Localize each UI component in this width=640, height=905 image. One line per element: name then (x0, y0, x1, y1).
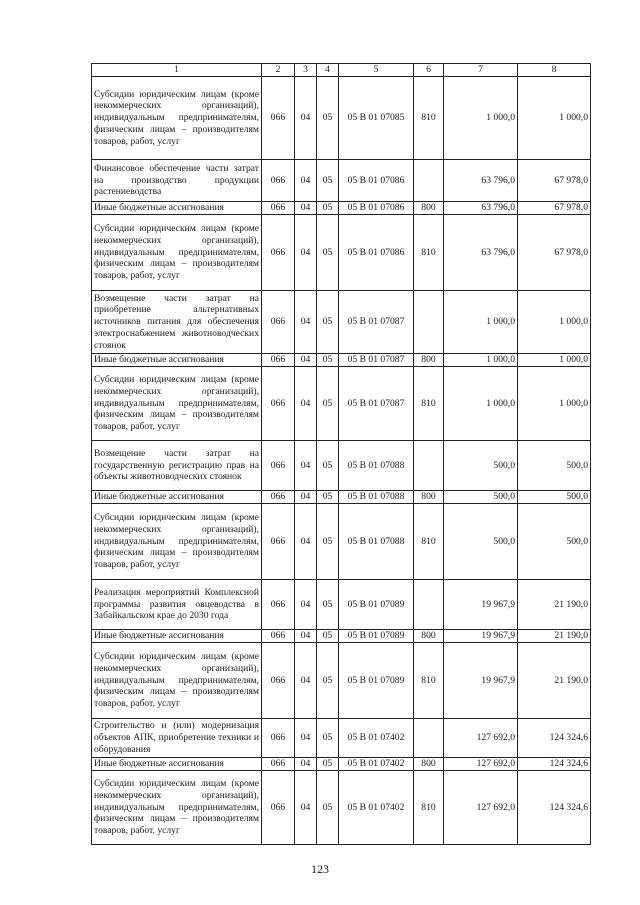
ministry-code: 066 (262, 491, 295, 504)
subsection-code: 05 (317, 354, 339, 367)
target-code: 05 В 01 07086 (339, 202, 414, 215)
expense-type-code: 800 (414, 630, 444, 643)
expense-name: Субсидии юридическим лицам (кроме некоммерческих организаций), индивидуальным предпринимателям, физическим лицам – производителям товаров, работ, услуг (92, 77, 262, 160)
table-row (92, 215, 591, 291)
amount-year-1: 19 967,9 (444, 630, 518, 643)
target-code: 05 В 01 07089 (339, 580, 414, 630)
expense-type-code: 800 (414, 491, 444, 504)
ministry-code: 066 (262, 758, 295, 771)
ministry-code: 066 (262, 580, 295, 630)
target-code: 05 В 01 07088 (339, 504, 414, 580)
subsection-code: 05 (317, 719, 339, 758)
section-code: 04 (295, 160, 317, 202)
table-row (92, 630, 591, 643)
amount-year-1: 500,0 (444, 491, 518, 504)
subsection-code: 05 (317, 367, 339, 441)
expense-name: Субсидии юридическим лицам (кроме некоммерческих организаций), индивидуальным предпринимателям, физическим лицам – производителям товаров, работ, услуг (92, 367, 262, 441)
column-header: 7 (444, 64, 518, 77)
section-code: 04 (295, 771, 317, 845)
amount-year-2: 21 190,0 (518, 630, 591, 643)
ministry-code: 066 (262, 291, 295, 354)
section-code: 04 (295, 367, 317, 441)
ministry-code: 066 (262, 719, 295, 758)
ministry-code: 066 (262, 630, 295, 643)
ministry-code: 066 (262, 441, 295, 491)
amount-year-2: 124 324,6 (518, 758, 591, 771)
amount-year-1: 1 000,0 (444, 291, 518, 354)
amount-year-1: 1 000,0 (444, 77, 518, 160)
ministry-code: 066 (262, 77, 295, 160)
section-code: 04 (295, 291, 317, 354)
section-code: 04 (295, 441, 317, 491)
budget-table (91, 63, 591, 845)
subsection-code: 05 (317, 441, 339, 491)
expense-name: Субсидии юридическим лицам (кроме некоммерческих организаций), индивидуальным предпринимателям, физическим лицам – производителям товаров, работ, услуг (92, 643, 262, 719)
section-code: 04 (295, 719, 317, 758)
column-header: 1 (92, 64, 262, 77)
subsection-code: 05 (317, 215, 339, 291)
amount-year-2: 1 000,0 (518, 77, 591, 160)
subsection-code: 05 (317, 643, 339, 719)
expense-name: Возмещение части затрат на приобретение альтернативных источников питания для обеспечения электроснабжением животноводческих стоянок (92, 291, 262, 354)
section-code: 04 (295, 580, 317, 630)
expense-name: Иные бюджетные ассигнования (92, 202, 262, 215)
amount-year-1: 1 000,0 (444, 367, 518, 441)
ministry-code: 066 (262, 354, 295, 367)
expense-type-code: 810 (414, 504, 444, 580)
amount-year-1: 63 796,0 (444, 202, 518, 215)
target-code: 05 В 01 07087 (339, 291, 414, 354)
expense-type-code: 810 (414, 643, 444, 719)
table-row (92, 719, 591, 758)
target-code: 05 В 01 07088 (339, 441, 414, 491)
expense-name: Строительство и (или) модернизация объектов АПК, приобретение техники и оборудования (92, 719, 262, 758)
ministry-code: 066 (262, 202, 295, 215)
amount-year-1: 127 692,0 (444, 771, 518, 845)
expense-name: Иные бюджетные ассигнования (92, 491, 262, 504)
amount-year-1: 19 967,9 (444, 580, 518, 630)
expense-name: Иные бюджетные ассигнования (92, 630, 262, 643)
expense-name: Реализация мероприятий Комплексной программы развития овцеводства в Забайкальском крае до 2030 года (92, 580, 262, 630)
ministry-code: 066 (262, 160, 295, 202)
amount-year-1: 1 000,0 (444, 354, 518, 367)
table-row (92, 580, 591, 630)
table-row (92, 291, 591, 354)
target-code: 05 В 01 07402 (339, 758, 414, 771)
amount-year-2: 1 000,0 (518, 354, 591, 367)
amount-year-1: 127 692,0 (444, 719, 518, 758)
amount-year-2: 21 190,0 (518, 580, 591, 630)
subsection-code: 05 (317, 771, 339, 845)
column-header: 2 (262, 64, 295, 77)
expense-type-code (414, 719, 444, 758)
amount-year-2: 67 978,0 (518, 202, 591, 215)
section-code: 04 (295, 491, 317, 504)
expense-name: Финансовое обеспечение части затрат на производство продукции растениеводства (92, 160, 262, 202)
table-row (92, 491, 591, 504)
expense-type-code (414, 160, 444, 202)
column-header: 8 (518, 64, 591, 77)
target-code: 05 В 01 07087 (339, 354, 414, 367)
expense-name: Возмещение части затрат на государственную регистрацию прав на объекты животноводческих стоянок (92, 441, 262, 491)
table-row (92, 367, 591, 441)
amount-year-2: 124 324,6 (518, 771, 591, 845)
expense-type-code: 800 (414, 354, 444, 367)
table-row (92, 354, 591, 367)
ministry-code: 066 (262, 643, 295, 719)
column-header: 6 (414, 64, 444, 77)
amount-year-2: 500,0 (518, 504, 591, 580)
amount-year-2: 124 324,6 (518, 719, 591, 758)
expense-type-code (414, 580, 444, 630)
section-code: 04 (295, 630, 317, 643)
expense-name: Иные бюджетные ассигнования (92, 354, 262, 367)
table-row (92, 202, 591, 215)
subsection-code: 05 (317, 758, 339, 771)
section-code: 04 (295, 77, 317, 160)
expense-name: Субсидии юридическим лицам (кроме некоммерческих организаций), индивидуальным предпринимателям, физическим лицам – производителям товаров, работ, услуг (92, 504, 262, 580)
amount-year-2: 67 978,0 (518, 160, 591, 202)
table-row (92, 643, 591, 719)
expense-name: Субсидии юридическим лицам (кроме некоммерческих организаций), индивидуальным предпринимателям, физическим лицам – производителям товаров, работ, услуг (92, 215, 262, 291)
target-code: 05 В 01 07088 (339, 491, 414, 504)
expense-type-code: 800 (414, 202, 444, 215)
amount-year-2: 67 978,0 (518, 215, 591, 291)
table-row (92, 441, 591, 491)
amount-year-1: 500,0 (444, 441, 518, 491)
table-header-row (92, 64, 591, 77)
section-code: 04 (295, 215, 317, 291)
ministry-code: 066 (262, 504, 295, 580)
subsection-code: 05 (317, 504, 339, 580)
expense-type-code: 800 (414, 758, 444, 771)
subsection-code: 05 (317, 202, 339, 215)
expense-type-code (414, 441, 444, 491)
table-row (92, 160, 591, 202)
section-code: 04 (295, 354, 317, 367)
subsection-code: 05 (317, 630, 339, 643)
target-code: 05 В 01 07086 (339, 215, 414, 291)
target-code: 05 В 01 07402 (339, 719, 414, 758)
section-code: 04 (295, 643, 317, 719)
target-code: 05 В 01 07089 (339, 630, 414, 643)
expense-name: Субсидии юридическим лицам (кроме некоммерческих организаций), индивидуальным предпринимателям, физическим лицам – производителям товаров, работ, услуг (92, 771, 262, 845)
section-code: 04 (295, 504, 317, 580)
expense-type-code: 810 (414, 771, 444, 845)
amount-year-1: 63 796,0 (444, 215, 518, 291)
expense-name: Иные бюджетные ассигнования (92, 758, 262, 771)
amount-year-2: 1 000,0 (518, 367, 591, 441)
section-code: 04 (295, 202, 317, 215)
subsection-code: 05 (317, 491, 339, 504)
table-row (92, 771, 591, 845)
ministry-code: 066 (262, 367, 295, 441)
target-code: 05 В 01 07402 (339, 771, 414, 845)
table-row (92, 77, 591, 160)
subsection-code: 05 (317, 160, 339, 202)
amount-year-1: 500,0 (444, 504, 518, 580)
table-row (92, 504, 591, 580)
column-header: 4 (317, 64, 339, 77)
amount-year-1: 127 692,0 (444, 758, 518, 771)
ministry-code: 066 (262, 771, 295, 845)
amount-year-2: 1 000,0 (518, 291, 591, 354)
subsection-code: 05 (317, 77, 339, 160)
section-code: 04 (295, 758, 317, 771)
amount-year-2: 21 190,0 (518, 643, 591, 719)
amount-year-1: 19 967,9 (444, 643, 518, 719)
expense-type-code: 810 (414, 367, 444, 441)
ministry-code: 066 (262, 215, 295, 291)
amount-year-2: 500,0 (518, 491, 591, 504)
target-code: 05 В 01 07085 (339, 77, 414, 160)
target-code: 05 В 01 07086 (339, 160, 414, 202)
column-header: 3 (295, 64, 317, 77)
subsection-code: 05 (317, 580, 339, 630)
column-header: 5 (339, 64, 414, 77)
target-code: 05 В 01 07087 (339, 367, 414, 441)
table-row (92, 758, 591, 771)
target-code: 05 В 01 07089 (339, 643, 414, 719)
expense-type-code: 810 (414, 215, 444, 291)
expense-type-code: 810 (414, 77, 444, 160)
amount-year-1: 63 796,0 (444, 160, 518, 202)
subsection-code: 05 (317, 291, 339, 354)
amount-year-2: 500,0 (518, 441, 591, 491)
expense-type-code (414, 291, 444, 354)
page-number: 123 (311, 862, 329, 876)
